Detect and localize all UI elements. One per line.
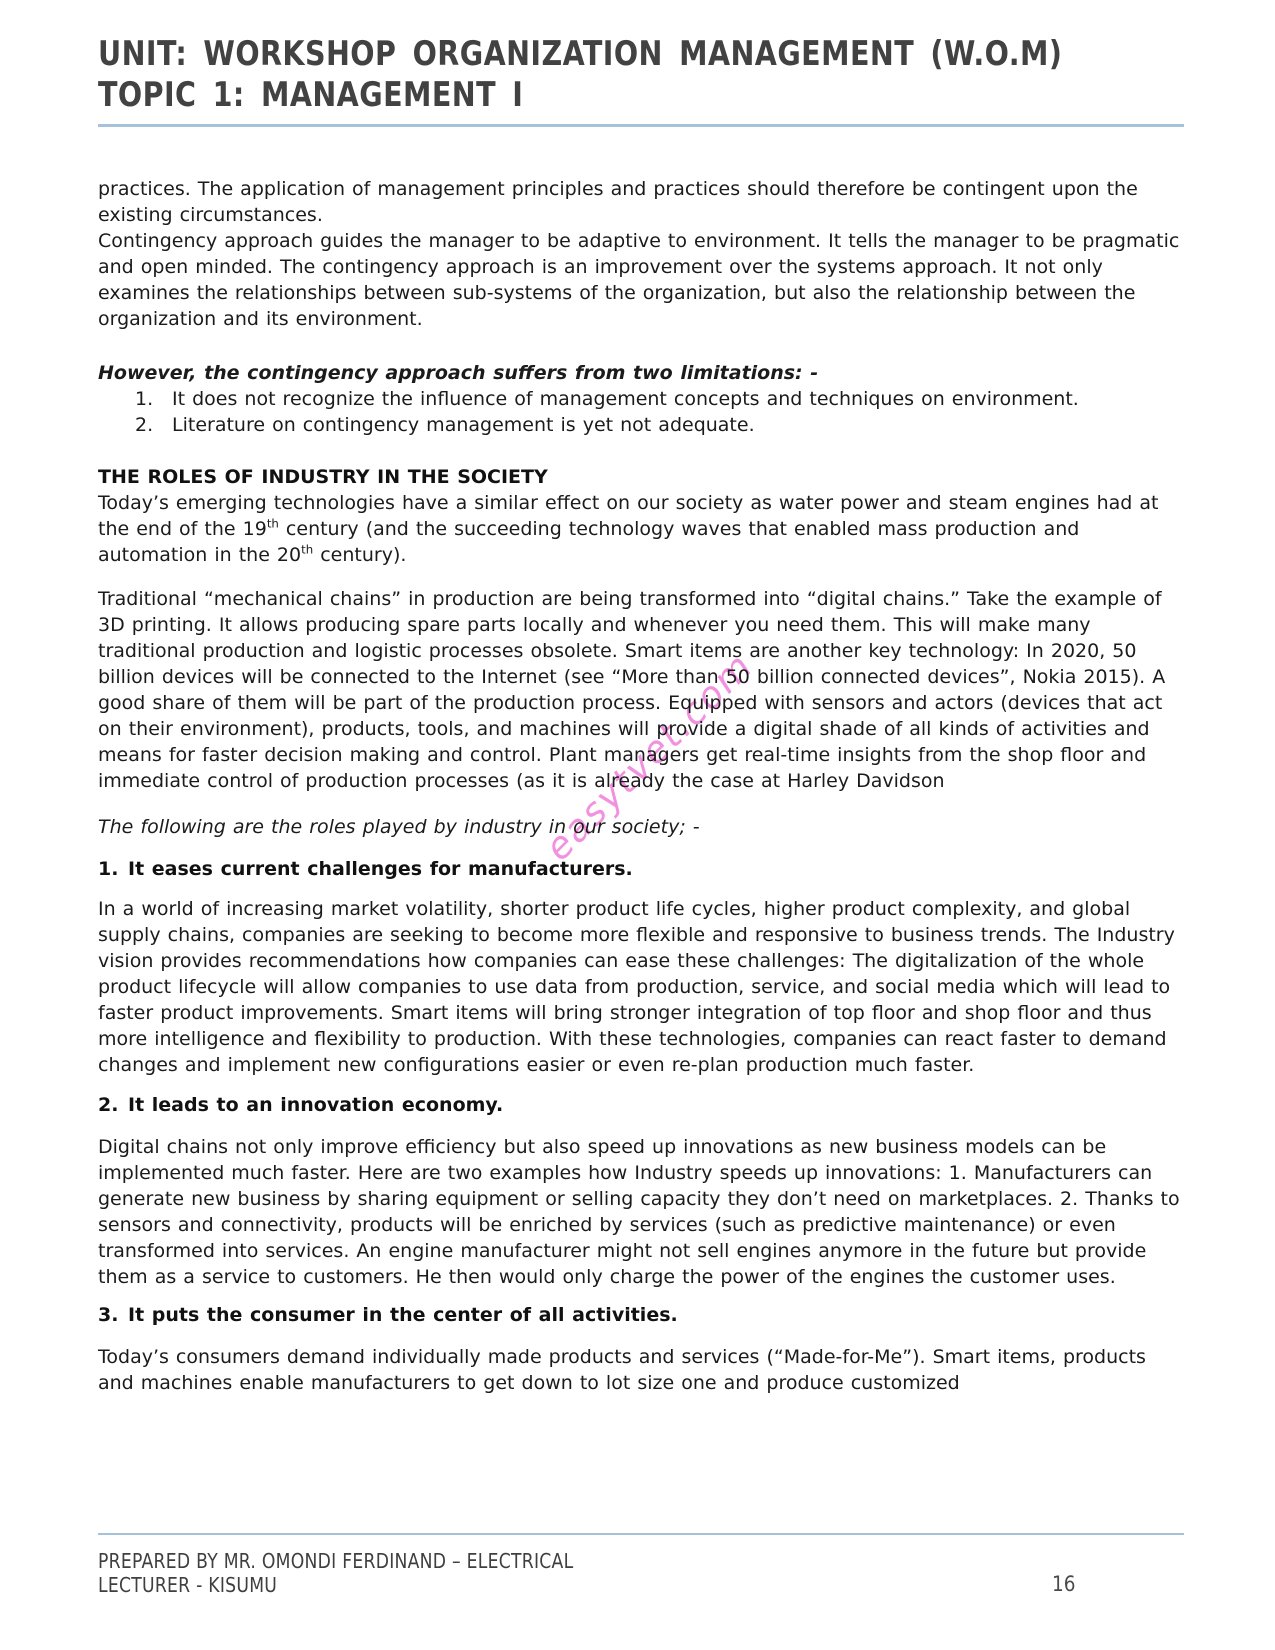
list-item [98,412,1186,438]
role-number: 3. [98,1304,119,1326]
list-item-text: Literature on contingency management is yet not adequate. [172,414,755,436]
paragraph-contingency: Contingency approach guides the manager to be adaptive to environment. It tells the manager to be pragmatic and open minded. The contingency approach is an improvement over the systems approach. It not only examines the relationships between sub-systems of the organization, but also the relationship between the organization and its environment. [98,230,1180,330]
list-item-number: 2. [135,414,154,436]
topic-title: TOPIC 1: MANAGEMENT I [98,75,524,115]
header-divider [98,124,1184,127]
limitations-heading: However, the contingency approach suffers from two limitations: - [98,362,819,384]
text-segment: century (and the succeeding technology waves that enabled mass production and automation in the 20 [98,518,1080,566]
paragraph-today-technologies [98,490,1186,568]
list-item-number: 1. [135,388,154,410]
footer-prepared-by: PREPARED BY MR. OMONDI FERDINAND – ELECTRICAL [98,1549,574,1573]
paragraph-role-3: Today’s consumers demand individually made products and services (“Made-for-Me”). Smart items, products and machines enable manufacturers to get down to lot size one and produce customized [98,1346,1146,1394]
role-1-heading [98,856,1186,882]
document-footer [98,1549,573,1597]
text-segment: Today’s emerging technologies have a similar effect on our society as water power and steam engines had at the end of the 19 [98,492,1159,540]
document-header [98,34,1063,116]
superscript-th: th [301,542,314,557]
superscript-th: th [266,516,279,531]
paragraph-practices: practices. The application of management principles and practices should therefore be contingent upon the existing circumstances. [98,178,1138,226]
role-3-heading [98,1302,1186,1328]
roles-section-heading: THE ROLES OF INDUSTRY IN THE SOCIETY [98,466,548,488]
role-title: It leads to an innovation economy. [128,1094,504,1116]
footer-divider [98,1533,1184,1535]
document-body [98,176,1186,1396]
limitations-list [98,386,1186,438]
role-number: 2. [98,1094,119,1116]
footer-lecturer: LECTURER - KISUMU [98,1573,278,1597]
paragraph-role-1: In a world of increasing market volatility, shorter product life cycles, higher product complexity, and global supply chains, companies are seeking to become more flexible and responsive to business trends. The Industry vision provides recommendations how companies can ease these challenges: The digitalization of the whole product lifecycle will allow companies to use data from production, service, and social media which will lead to faster product improvements. Smart items will bring stronger integration of top floor and shop floor and thus more intelligence and flexibility to production. With these technologies, companies can react faster to demand changes and implement new configurations easier or even re-plan production much faster. [98,898,1175,1076]
role-title: It puts the consumer in the center of all activities. [128,1304,678,1326]
unit-title: UNIT: WORKSHOP ORGANIZATION MANAGEMENT (W.O.M) [98,34,1063,74]
role-2-heading [98,1092,1186,1118]
role-title: It eases current challenges for manufacturers. [128,858,633,880]
page-number: 16 [1052,1572,1076,1596]
paragraph-role-2: Digital chains not only improve efficiency but also speed up innovations as new business models can be implemented much faster. Here are two examples how Industry speeds up innovations: 1. Manufacturers can generate new business by sharing equipment or selling capacity they don’t need on marketplaces. 2. Thanks to sensors and connectivity, products will be enriched by services (such as predictive maintenance) or even transformed into services. An engine manufacturer might not sell engines anymore in the future but provide them as a service to customers. He then would only charge the power of the engines the customer uses. [98,1136,1180,1288]
paragraph-traditional-chains: Traditional “mechanical chains” in production are being transformed into “digital chains.” Take the example of 3D printing. It allows producing spare parts locally and whenever you need them. This will make many traditional production and logistic processes obsolete. Smart items are another key technology: In 2020, 50 billion devices will be connected to the Internet (see “More than 50 billion connected devices”, Nokia 2015). A good share of them will be part of the production process. Equipped with sensors and actors (devices that act on their environment), products, tools, and machines will provide a digital shade of all kinds of activities and means for faster decision making and control. Plant managers get real-time insights from the shop floor and immediate control of production processes (as it is already the case at Harley Davidson [98,588,1166,792]
watermark-text: easytvet.com [536,644,762,869]
list-item-text: It does not recognize the influence of management concepts and techniques on environment. [172,388,1079,410]
role-number: 1. [98,858,119,880]
roles-intro-line: The following are the roles played by industry in our society; - [98,816,700,838]
list-item [98,386,1186,412]
text-segment: century). [313,544,407,566]
